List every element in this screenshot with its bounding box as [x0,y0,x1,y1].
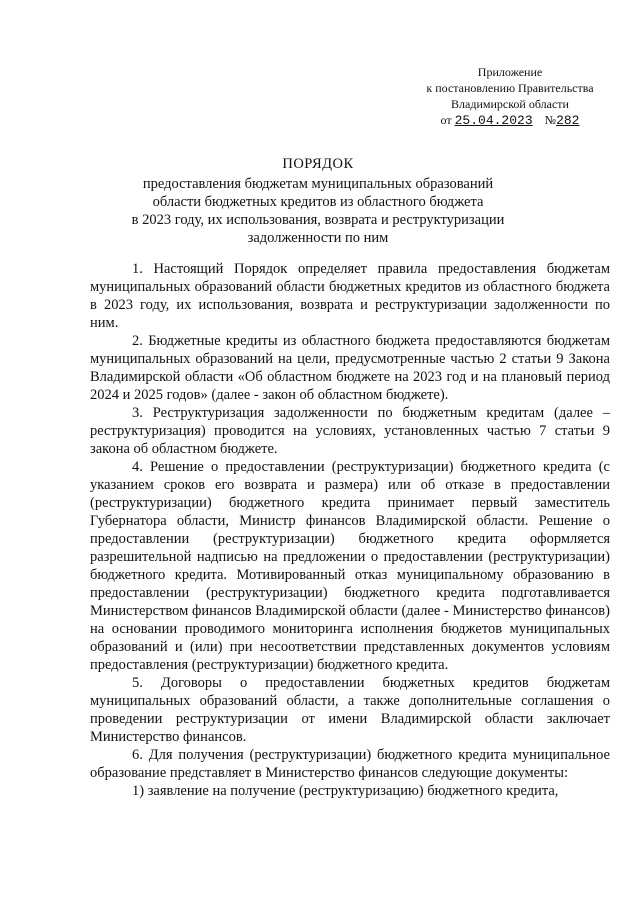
list-item-1: 1) заявление на получение (реструктуризацию) бюджетного кредита, [132,783,559,799]
appendix-reference [410,112,610,129]
title-subtitle-line: предоставления бюджетам муниципальных образований [142,176,494,192]
document-body [90,260,610,800]
paragraph-5: 5. Договоры о предоставлении бюджетных кредитов бюджетам муниципальных образований области, а также дополнительные соглашения о проведении реструктуризации от имени Владимирской области заключает Министерство финансов. [90,675,610,745]
document-title [90,155,546,247]
resolution-number: 282 [556,113,580,128]
number-prefix: № [544,113,557,127]
title-subtitle-line: области бюджетных кредитов из областного бюджета [152,194,484,210]
appendix-block [410,64,610,129]
title-subtitle-line: в 2023 году, их использования, возврата и реструктуризации [131,212,505,228]
date-prefix: от [440,113,452,127]
paragraph-3: 3. Реструктуризация задолженности по бюджетным кредитам (далее – реструктуризация) проводится на условиях, установленных частью 7 статьи 9 закона об областном бюджете. [90,405,610,457]
resolution-date: 25.04.2023 [454,113,533,128]
appendix-region: Владимирской области [451,97,569,111]
paragraph-2: 2. Бюджетные кредиты из областного бюджета предоставляются бюджетам муниципальных образований на цели, предусмотренные частью 2 статьи 9 Закона Владимирской области «Об областном бюджете на 2023 год и на плановый период 2024 и 2025 годов» (далее - закон об областном бюджете). [90,333,610,403]
appendix-label: Приложение [477,65,543,79]
paragraph-1: 1. Настоящий Порядок определяет правила предоставления бюджетам муниципальных образований области бюджетных кредитов из областного бюджета в 2023 году, их использования, возврата и реструктуризации задолженности по ним. [90,261,610,331]
title-subtitle-line: задолженности по ним [247,230,389,246]
appendix-resolution: к постановлению Правительства [426,81,594,95]
title-heading: ПОРЯДОК [282,156,354,172]
paragraph-6: 6. Для получения (реструктуризации) бюджетного кредита муниципальное образование представляет в Министерство финансов следующие документы: [90,747,610,781]
paragraph-4: 4. Решение о предоставлении (реструктуризации) бюджетного кредита (с указанием сроков его возврата и размера) или об отказе в предоставлении (реструктуризации) бюджетного кредита принимает первый заместитель Губернатора области, Министр финансов Владимирской области. Решение о предоставлении (реструктуризации) бюджетного кредита оформляется разрешительной надписью на предложении о предоставлении (реструктуризации) бюджетного кредита. Мотивированный отказ муниципальному образованию в предоставлении (реструктуризации) бюджетного кредита подготавливается Министерством финансов Владимирской области (далее - Министерство финансов) на основании проводимого мониторинга исполнения бюджетов муниципальных образований и (или) при несоответствии представленных документов условиям предоставления (реструктуризации) бюджетного кредита. [90,459,610,673]
